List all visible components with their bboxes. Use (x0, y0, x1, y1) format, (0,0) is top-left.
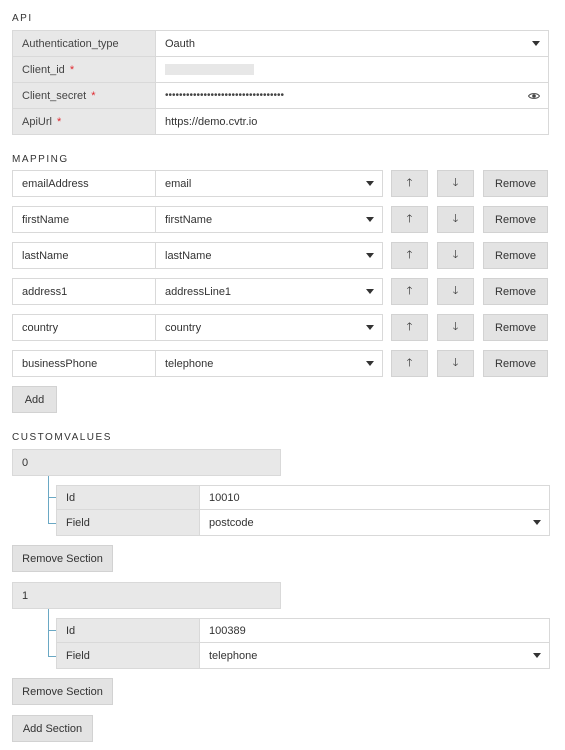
custom-value-id-row (56, 485, 550, 510)
arrow-down-icon: 🡓 (452, 357, 459, 369)
caret-down-icon (533, 653, 541, 658)
client-secret-input[interactable]: •••••••••••••••••••••••••••••••••• (156, 83, 548, 108)
tree-connector (48, 497, 56, 498)
field-label: ApiUrl * (13, 109, 156, 134)
mapping-target-select[interactable]: lastName (156, 243, 382, 268)
remove-section-button[interactable]: Remove Section (12, 545, 113, 572)
remove-section-button[interactable]: Remove Section (12, 678, 113, 705)
mapping-target-select[interactable]: telephone (156, 351, 382, 376)
mapping-target-select[interactable]: email (156, 171, 382, 196)
api-settings-table (12, 30, 549, 135)
caret-down-icon (366, 325, 374, 330)
mapping-target-select[interactable]: country (156, 315, 382, 340)
tree-connector (48, 523, 56, 524)
mapping-source-input[interactable]: firstName (13, 207, 156, 232)
api-section-title: API (12, 13, 33, 24)
mapping-source-input[interactable]: country (13, 315, 156, 340)
move-down-button[interactable] (437, 206, 474, 233)
required-marker: * (56, 115, 62, 128)
move-up-button[interactable] (391, 314, 428, 341)
move-down-button[interactable] (437, 314, 474, 341)
custom-value-id-input[interactable]: 100389 (200, 619, 549, 642)
caret-down-icon (366, 361, 374, 366)
custom-value-section-header: 1 (12, 582, 281, 609)
api-url-input[interactable]: https://demo.cvtr.io (156, 109, 548, 134)
move-up-button[interactable] (391, 170, 428, 197)
arrow-down-icon: 🡓 (452, 177, 459, 189)
api-row-client-id (12, 57, 549, 83)
move-up-button[interactable] (391, 278, 428, 305)
mapping-source-input[interactable]: businessPhone (13, 351, 156, 376)
arrow-up-icon: 🡑 (406, 357, 413, 369)
move-down-button[interactable] (437, 170, 474, 197)
field-label: Id (57, 486, 200, 509)
authentication-type-select[interactable]: Oauth (156, 31, 548, 56)
field-label: Field (57, 510, 200, 535)
arrow-down-icon: 🡓 (452, 285, 459, 297)
mapping-section-title: MAPPING (12, 154, 69, 165)
arrow-up-icon: 🡑 (406, 321, 413, 333)
move-down-button[interactable] (437, 278, 474, 305)
tree-connector (48, 609, 49, 656)
arrow-up-icon: 🡑 (406, 285, 413, 297)
mapping-row (12, 206, 549, 233)
remove-mapping-button[interactable]: Remove (483, 242, 548, 269)
mapping-target-select[interactable]: firstName (156, 207, 382, 232)
field-label: Authentication_type (13, 31, 156, 56)
custom-value-section-header: 0 (12, 449, 281, 476)
arrow-down-icon: 🡓 (452, 213, 459, 225)
add-mapping-button[interactable]: Add (12, 386, 57, 413)
mapping-source-input[interactable]: address1 (13, 279, 156, 304)
mapping-row (12, 170, 549, 197)
arrow-up-icon: 🡑 (406, 177, 413, 189)
required-marker: * (69, 63, 75, 76)
tree-connector (48, 476, 49, 523)
custom-value-id-row (56, 618, 550, 643)
remove-mapping-button[interactable]: Remove (483, 206, 548, 233)
field-label: Client_id * (13, 57, 156, 82)
required-marker: * (91, 89, 96, 102)
caret-down-icon (366, 289, 374, 294)
move-up-button[interactable] (391, 242, 428, 269)
arrow-up-icon: 🡑 (406, 249, 413, 261)
client-id-value-redacted (165, 64, 254, 75)
remove-mapping-button[interactable]: Remove (483, 170, 548, 197)
move-down-button[interactable] (437, 242, 474, 269)
field-label: Id (57, 619, 200, 642)
mapping-source-input[interactable]: emailAddress (13, 171, 156, 196)
custom-value-field-select[interactable]: telephone (200, 643, 549, 668)
caret-down-icon (532, 41, 540, 46)
api-row-client-secret (12, 83, 549, 109)
api-row-authentication-type (12, 31, 549, 57)
caret-down-icon (366, 181, 374, 186)
field-label: Client_secret * (13, 83, 156, 108)
add-section-button[interactable]: Add Section (12, 715, 93, 742)
client-id-input[interactable] (156, 57, 548, 82)
mapping-row (12, 350, 549, 377)
caret-down-icon (366, 253, 374, 258)
caret-down-icon (366, 217, 374, 222)
custom-value-field-select[interactable]: postcode (200, 510, 549, 535)
arrow-down-icon: 🡓 (452, 321, 459, 333)
move-up-button[interactable] (391, 350, 428, 377)
mapping-target-select[interactable]: addressLine1 (156, 279, 382, 304)
tree-connector (48, 630, 56, 631)
mapping-row (12, 278, 549, 305)
mapping-row (12, 314, 549, 341)
tree-connector (48, 656, 56, 657)
customvalues-section-title: CUSTOMVALUES (12, 432, 112, 443)
mapping-row (12, 242, 549, 269)
arrow-up-icon: 🡑 (406, 213, 413, 225)
arrow-down-icon: 🡓 (452, 249, 459, 261)
remove-mapping-button[interactable]: Remove (483, 350, 548, 377)
api-row-api-url (12, 109, 549, 135)
field-label: Field (57, 643, 200, 668)
move-up-button[interactable] (391, 206, 428, 233)
custom-value-field-row (56, 642, 550, 669)
remove-mapping-button[interactable]: Remove (483, 278, 548, 305)
custom-value-field-row (56, 509, 550, 536)
move-down-button[interactable] (437, 350, 474, 377)
custom-value-id-input[interactable]: 10010 (200, 486, 549, 509)
remove-mapping-button[interactable]: Remove (483, 314, 548, 341)
caret-down-icon (533, 520, 541, 525)
eye-icon[interactable] (528, 92, 540, 100)
mapping-source-input[interactable]: lastName (13, 243, 156, 268)
